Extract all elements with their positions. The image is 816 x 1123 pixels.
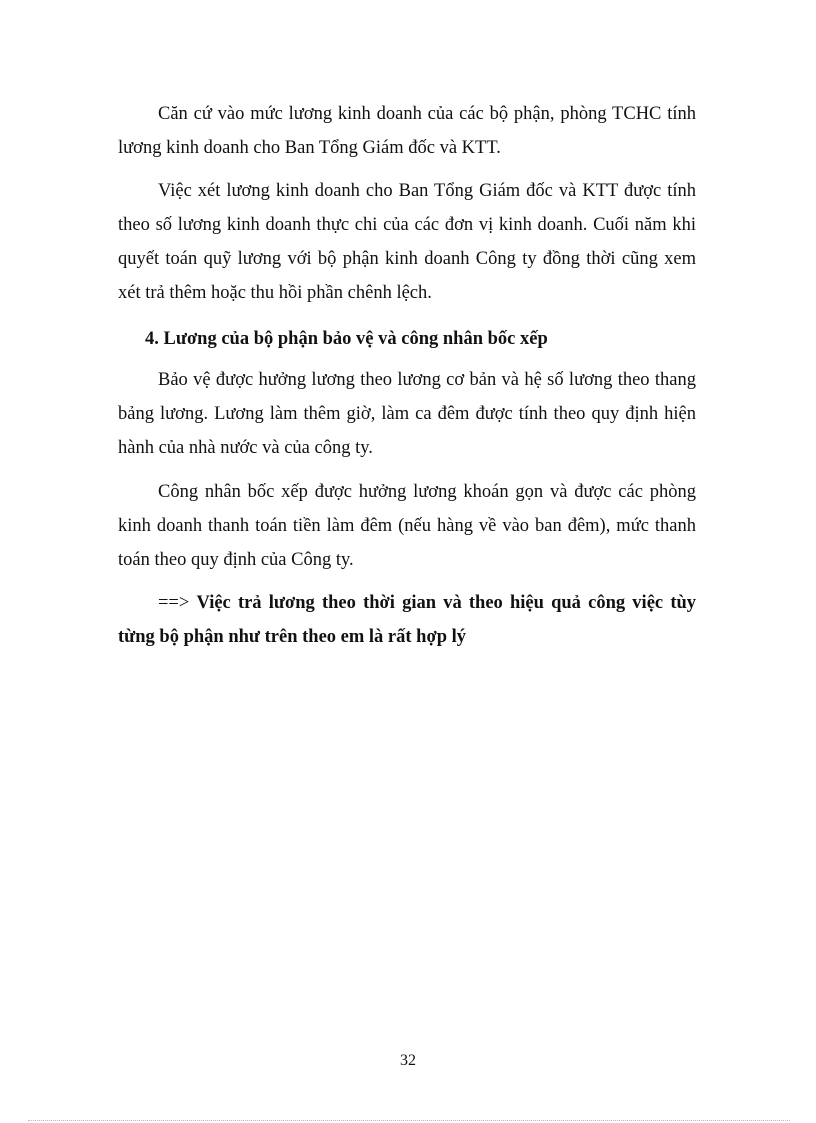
paragraph-line: xét trả thêm hoặc thu hồi phần chênh lệch. (118, 283, 432, 303)
paragraph-salary-basis (118, 97, 696, 165)
conclusion-line (118, 586, 696, 620)
section-heading: 4. Lương của bộ phận bảo vệ và công nhân bốc xếp (145, 329, 548, 349)
paragraph-conclusion (118, 586, 696, 654)
paragraph-line: kinh doanh thanh toán tiền làm đêm (nếu hàng về vào ban đêm), mức thanh (118, 516, 696, 536)
paragraph-line: lương kinh doanh cho Ban Tổng Giám đốc và KTT. (118, 138, 501, 158)
paragraph-loader-salary (118, 475, 696, 577)
paragraph-line: Bảo vệ được hưởng lương theo lương cơ bản và hệ số lương theo thang (158, 370, 696, 390)
conclusion-text: Việc trả lương theo thời gian và theo hiệu quả công việc tùy (196, 593, 697, 613)
paragraph-line: Căn cứ vào mức lương kinh doanh của các bộ phận, phòng TCHC tính (158, 104, 696, 124)
conclusion-arrow: ==> (158, 593, 190, 613)
paragraph-line: toán theo quy định của Công ty. (118, 550, 354, 570)
paragraph-line: hành của nhà nước và của công ty. (118, 438, 373, 458)
paragraph-line: bảng lương. Lương làm thêm giờ, làm ca đêm được tính theo quy định hiện (118, 404, 696, 424)
paragraph-line: theo số lương kinh doanh thực chi của các đơn vị kinh doanh. Cuối năm khi (118, 215, 696, 235)
paragraph-line: Công nhân bốc xếp được hưởng lương khoán gọn và được các phòng (158, 482, 696, 502)
page-bottom-divider (28, 1120, 790, 1121)
paragraph-line: quyết toán quỹ lương với bộ phận kinh doanh Công ty đồng thời cũng xem (118, 249, 696, 269)
conclusion-line: từng bộ phận như trên theo em là rất hợp lý (118, 627, 467, 647)
paragraph-line: Việc xét lương kinh doanh cho Ban Tổng Giám đốc và KTT được tính (158, 181, 696, 201)
paragraph-security-salary (118, 363, 696, 465)
page-number: 32 (400, 1052, 416, 1069)
paragraph-executive-salary (118, 174, 696, 310)
